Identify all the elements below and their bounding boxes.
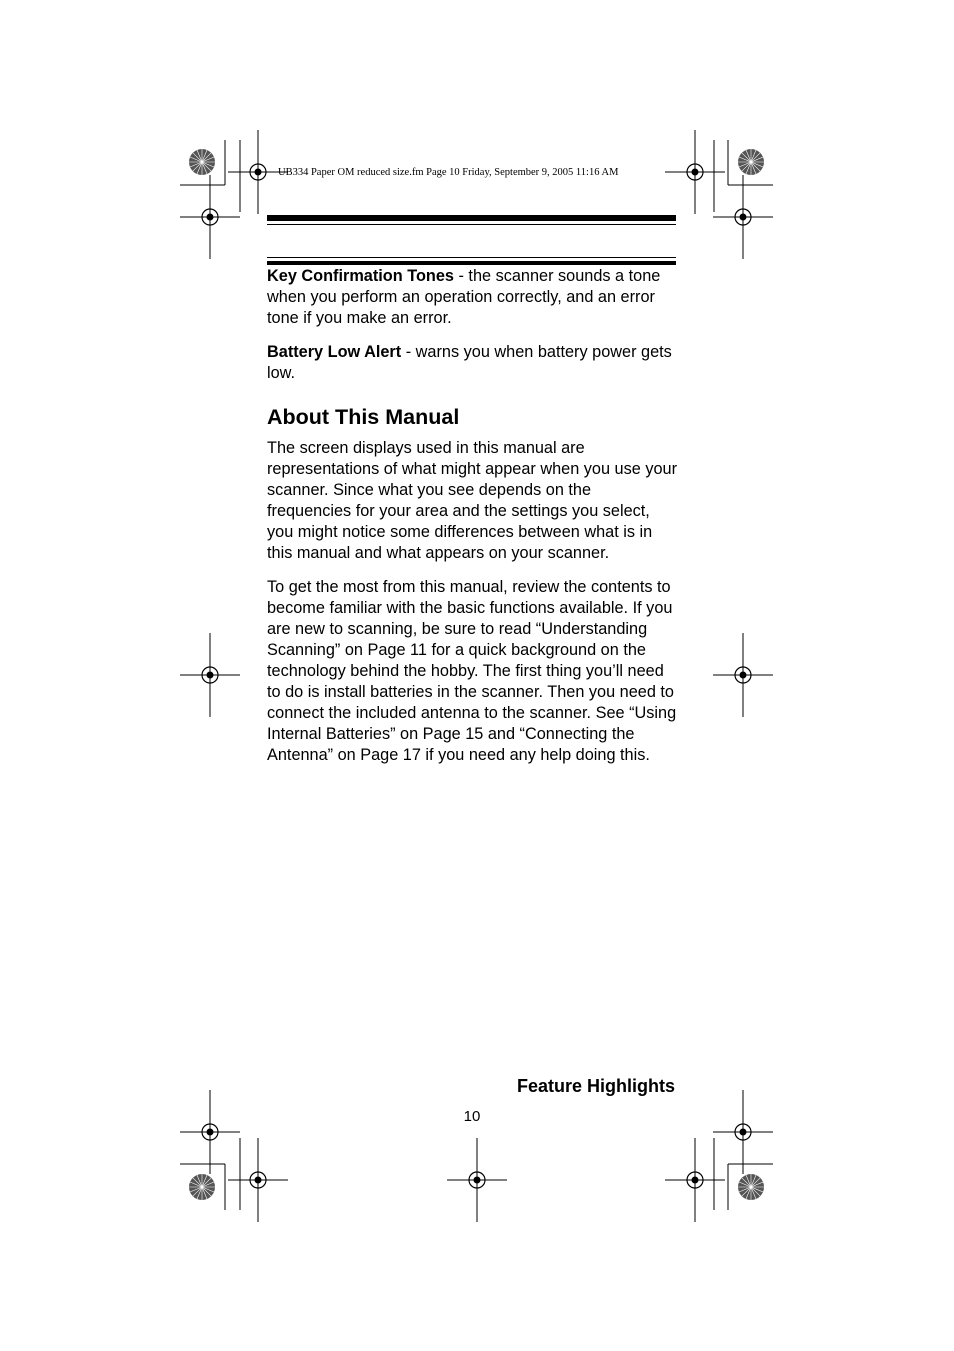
- side-mark-right: [713, 633, 773, 717]
- feature-description: - warns you when battery power gets low.: [267, 343, 672, 382]
- feature-description: - the scanner sounds a tone when you perform an operation correctly, and an error tone if you make an error.: [267, 267, 661, 327]
- header-rule-thick: [267, 215, 676, 221]
- feature-term: Key Confirmation Tones: [267, 267, 454, 285]
- feature-key-confirmation: [267, 266, 679, 329]
- footer-section-title: Feature Highlights: [516, 1076, 675, 1096]
- body-paragraph: The screen displays used in this manual are representations of what might appear when you use your scanner. Since what you see depends on the frequencies for your area and the settings you select, you might notice some differences between what is in this manual and what appears on your scanner.: [267, 439, 677, 562]
- section-heading: About This Manual: [267, 405, 460, 429]
- feature-term: Battery Low Alert: [267, 343, 402, 361]
- side-mark-left: [180, 633, 240, 717]
- section-rule-thin: [267, 257, 676, 258]
- page-content: [267, 266, 679, 779]
- page-number: 10: [463, 1108, 481, 1125]
- body-paragraph: To get the most from this manual, review the contents to become familiar with the basic functions available. If you are new to scanning, be sure to read “Understanding Scanning” on Page 11 for a quick background on the technology behind the hobby. The first thing you’ll need to do is install batteries in the scanner. Then you need to connect the included antenna to the scanner. See “Using Internal Batteries” on Page 15 and “Connecting the Antenna” on Page 17 if you need any help doing this.: [267, 578, 677, 764]
- header-rule-thin: [267, 224, 676, 225]
- print-header: UB334 Paper OM reduced size.fm Page 10 Friday, September 9, 2005 11:16 AM: [278, 167, 619, 178]
- corner-mark-top-left: [180, 130, 288, 259]
- section-rule: [267, 261, 676, 265]
- feature-battery-low: [267, 342, 679, 384]
- bottom-center-mark: [447, 1138, 507, 1222]
- corner-mark-top-right: [665, 130, 773, 259]
